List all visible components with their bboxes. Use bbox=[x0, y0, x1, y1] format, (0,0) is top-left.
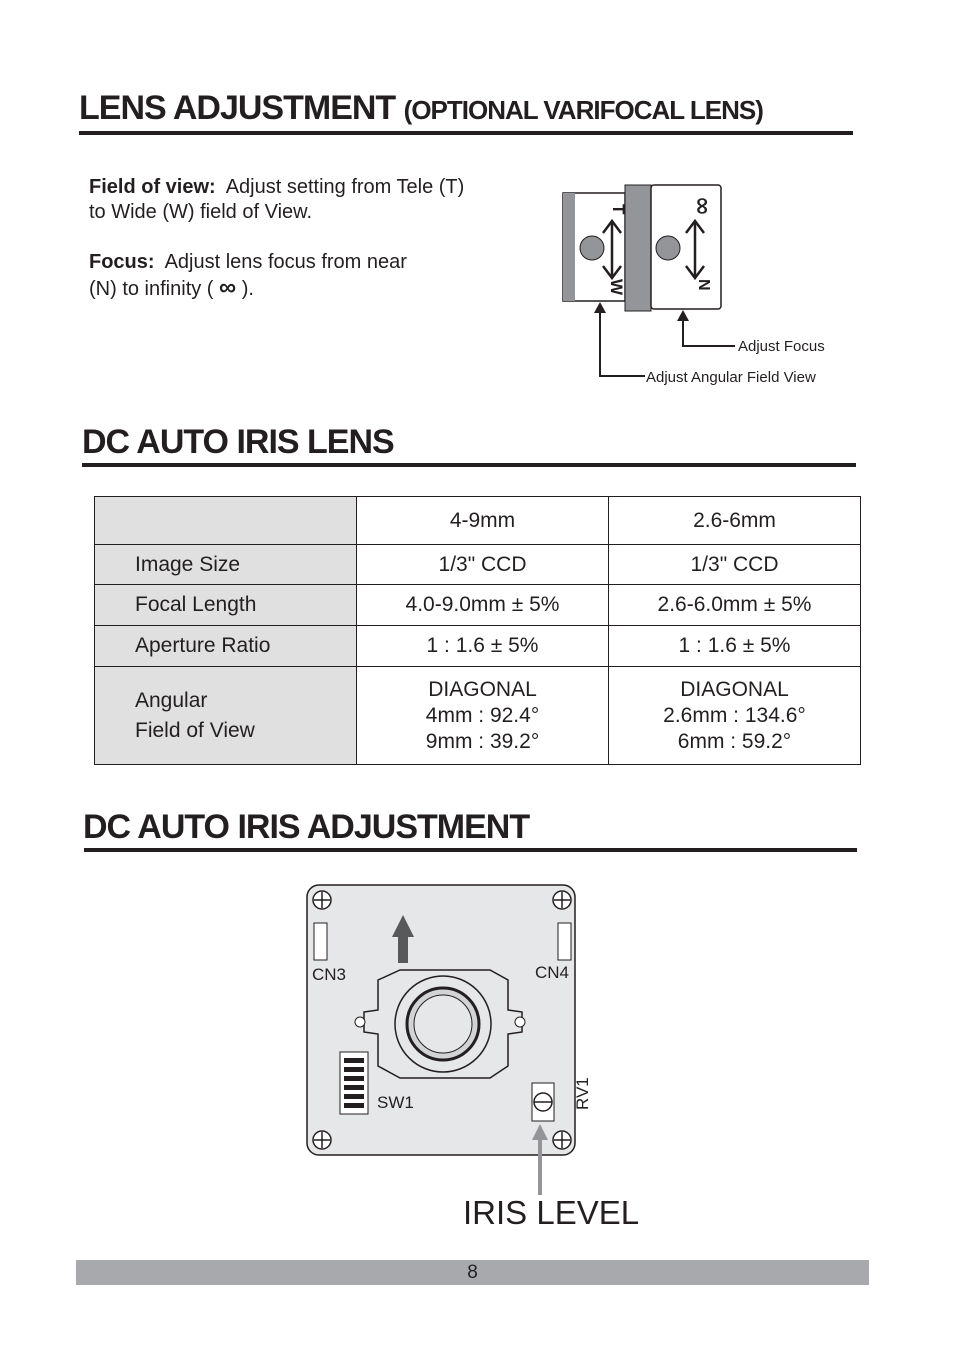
ring1-top-label: T bbox=[609, 204, 628, 215]
angle-value: 6mm : 59.2° bbox=[677, 729, 792, 753]
table-header-cell bbox=[95, 497, 357, 545]
table-cell: 1/3" CCD bbox=[357, 545, 609, 585]
table-row bbox=[95, 585, 861, 626]
table-row bbox=[95, 626, 861, 667]
focus-screw-icon bbox=[656, 236, 680, 260]
cn4-label: CN4 bbox=[535, 963, 570, 982]
section-rule bbox=[84, 848, 857, 852]
lens-adjustment-subtitle: (OPTIONAL VARIFOCAL LENS) bbox=[403, 95, 763, 125]
angular-label: Angular bbox=[135, 688, 208, 712]
fov-text-2: to Wide (W) field of View. bbox=[89, 201, 313, 223]
section-rule bbox=[79, 131, 853, 135]
rv1-label: RV1 bbox=[573, 1077, 592, 1110]
table-cell: 1/3" CCD bbox=[609, 545, 861, 585]
lens-adjustment-heading bbox=[79, 89, 763, 128]
field-of-view-paragraph bbox=[89, 175, 529, 225]
table-cell: 2.6-6.0mm ± 5% bbox=[609, 585, 861, 626]
table-cell bbox=[357, 667, 609, 765]
row-label: Focal Length bbox=[95, 585, 357, 626]
varifocal-lens-diagram bbox=[555, 175, 855, 390]
infinity-icon: ∞ bbox=[219, 274, 237, 301]
section-rule bbox=[82, 463, 856, 467]
iris-level-label: IRIS LEVEL bbox=[463, 1194, 640, 1231]
diagonal-label: DIAGONAL bbox=[428, 677, 537, 701]
page-number: 8 bbox=[467, 1262, 478, 1283]
table-header-row bbox=[95, 497, 861, 545]
dc-auto-iris-lens-heading: DC AUTO IRIS LENS bbox=[82, 423, 394, 461]
sw1-label: SW1 bbox=[377, 1093, 414, 1112]
table-header-cell: 2.6-6mm bbox=[609, 497, 861, 545]
table-cell: 1 : 1.6 ± 5% bbox=[357, 626, 609, 667]
camera-board-diagram bbox=[300, 880, 590, 1200]
fov-screw-icon bbox=[580, 236, 604, 260]
page-footer bbox=[76, 1260, 869, 1285]
ring1-bottom-label: W bbox=[607, 279, 626, 296]
diagonal-label: DIAGONAL bbox=[680, 677, 789, 701]
lens-spec-table bbox=[94, 496, 861, 765]
table-row bbox=[95, 545, 861, 585]
callout-adjust-focus: Adjust Focus bbox=[738, 338, 825, 355]
ring2-bottom-label: N bbox=[695, 279, 712, 291]
cn4-connector bbox=[558, 923, 571, 960]
cn3-label: CN3 bbox=[312, 965, 347, 984]
lens-adjustment-title: LENS ADJUSTMENT bbox=[79, 89, 396, 127]
row-label: Image Size bbox=[95, 545, 357, 585]
fov-label: Field of View bbox=[135, 718, 255, 742]
cn3-connector bbox=[314, 923, 327, 960]
table-cell: 1 : 1.6 ± 5% bbox=[609, 626, 861, 667]
angle-value: 9mm : 39.2° bbox=[425, 729, 540, 753]
angle-value: 4mm : 92.4° bbox=[425, 703, 540, 727]
ring2-top-label: ∞ bbox=[689, 196, 717, 216]
fov-label: Field of view: bbox=[89, 176, 216, 198]
focus-text-2a: (N) to infinity ( bbox=[89, 278, 214, 300]
table-header-cell: 4-9mm bbox=[357, 497, 609, 545]
focus-label: Focus: bbox=[89, 251, 155, 273]
dc-auto-iris-adjustment-heading: DC AUTO IRIS ADJUSTMENT bbox=[83, 808, 530, 846]
row-label: Aperture Ratio bbox=[95, 626, 357, 667]
focus-text: Adjust lens focus from near bbox=[164, 251, 407, 273]
focus-paragraph bbox=[89, 250, 529, 302]
table-cell bbox=[609, 667, 861, 765]
table-cell: 4.0-9.0mm ± 5% bbox=[357, 585, 609, 626]
fov-text: Adjust setting from Tele (T) bbox=[225, 176, 465, 198]
row-label bbox=[95, 667, 357, 765]
callout-adjust-fov: Adjust Angular Field View bbox=[646, 369, 816, 386]
focus-text-2b: ). bbox=[241, 278, 254, 300]
table-row bbox=[95, 667, 861, 765]
angle-value: 2.6mm : 134.6° bbox=[663, 703, 806, 727]
